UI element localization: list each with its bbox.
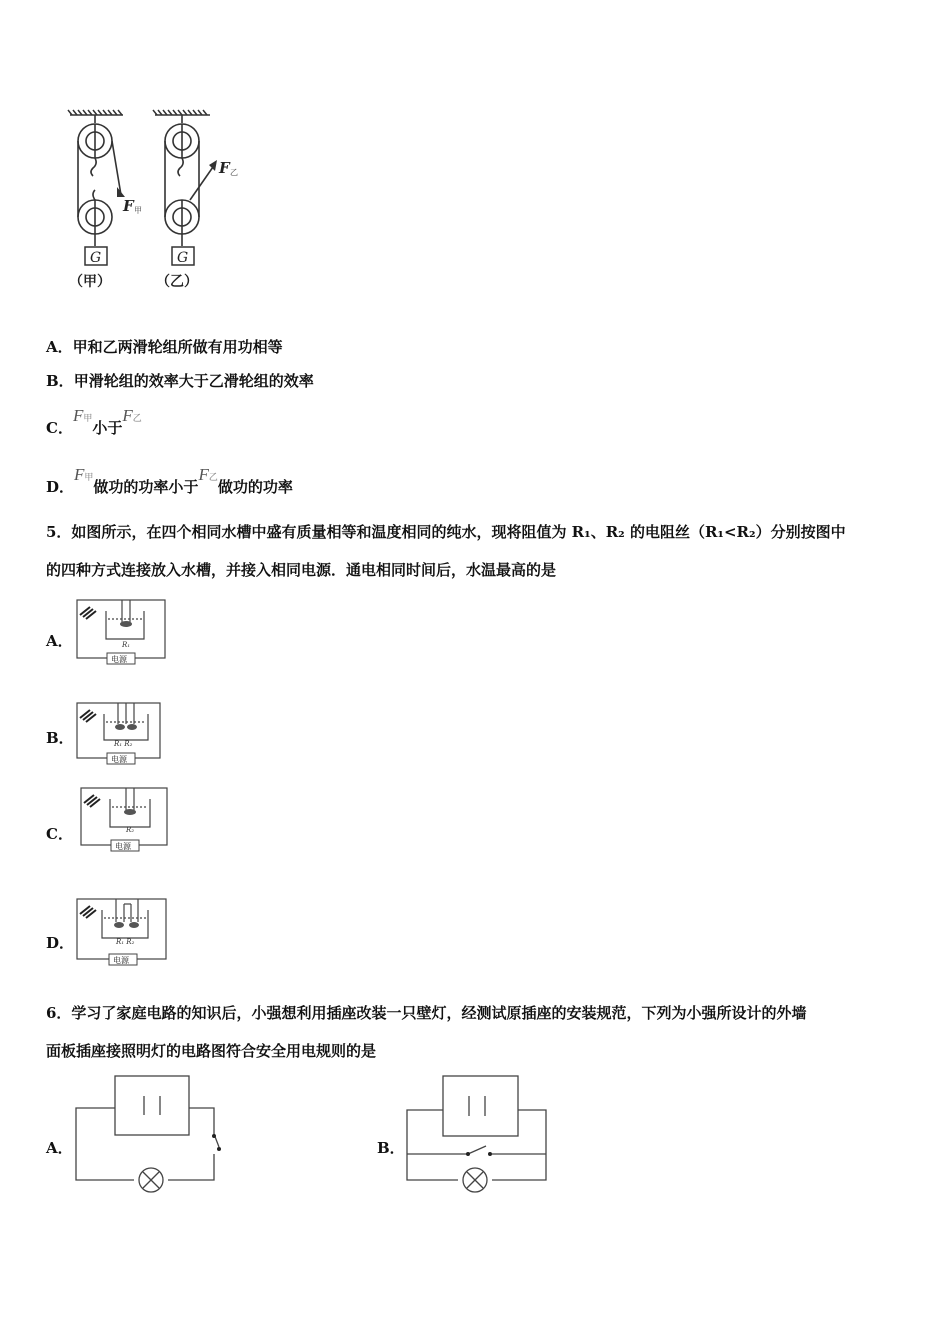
q5-option-a-letter[interactable]: A． <box>46 632 73 650</box>
label-f-yi-sub: 乙 <box>230 168 238 177</box>
q5-option-a-source: 电源 <box>111 655 127 664</box>
q6-stem-line2: 面板插座接照明灯的电路图符合安全用电规则的是 <box>46 1042 377 1060</box>
q6-option-a-letter[interactable]: A． <box>46 1139 73 1157</box>
q4-option-d-f1: F <box>74 465 85 484</box>
q5-stem-line1: 5．如图所示，在四个相同水槽中盛有质量相等和温度相同的纯水，现将阻值为 R₁、R₂ 的电阻丝（R₁<R₂）分别按图中 <box>46 523 846 541</box>
q4-option-b-text: 甲滑轮组的效率大于乙滑轮组的效率 <box>73 372 314 390</box>
q5-option-a-resistors: R₁ <box>122 641 131 649</box>
q4-option-d[interactable] <box>46 464 293 496</box>
pulley-system-yi <box>165 115 213 246</box>
q4-option-a-letter: A． <box>46 338 73 356</box>
q4-option-c-mid: 小于 <box>92 419 123 437</box>
q5-option-c-resistors: R₂ <box>126 826 135 834</box>
caption-jia: （甲） <box>69 274 111 290</box>
q5-circuit-d[interactable] <box>74 896 169 968</box>
q6-option-b-letter[interactable]: B． <box>377 1139 405 1157</box>
q4-option-c-f2: F <box>122 406 133 425</box>
q5-option-c-letter[interactable]: C． <box>46 825 73 843</box>
q5-option-b-letter[interactable]: B． <box>46 729 74 747</box>
q4-option-c-f1: F <box>72 406 84 425</box>
q4-option-d-f2: F <box>198 465 209 484</box>
q4-option-d-tail: 做功的功率 <box>217 478 293 496</box>
q4-option-a[interactable] <box>46 336 283 357</box>
q5-circuit-c[interactable] <box>78 785 173 853</box>
q4-option-c-f1-sub: 甲 <box>83 414 93 424</box>
q4-option-d-letter: D． <box>46 478 75 496</box>
ceiling-left <box>68 110 123 115</box>
q4-option-d-f2-sub: 乙 <box>208 473 218 483</box>
q4-option-b[interactable] <box>46 370 314 391</box>
resistor-coil <box>120 621 132 627</box>
ceiling-right <box>153 110 210 115</box>
q5-option-d-letter[interactable]: D． <box>46 934 75 952</box>
q5-circuit-a[interactable] <box>74 597 169 665</box>
caption-yi: （乙） <box>156 274 198 290</box>
q5-option-d-source: 电源 <box>113 956 129 965</box>
q5-stem <box>46 513 906 589</box>
q6-circuit-b[interactable] <box>404 1072 564 1197</box>
q6-circuit-a[interactable] <box>72 1072 232 1197</box>
label-f-jia: F <box>123 197 134 215</box>
q4-option-c-letter: C． <box>46 419 73 437</box>
weight-label-jia: G <box>90 250 102 266</box>
q5-option-b-source: 电源 <box>111 755 127 764</box>
q4-option-c[interactable] <box>46 405 142 437</box>
pulley-system-jia <box>78 115 121 246</box>
label-f-yi: F <box>219 159 230 177</box>
q4-option-c-f2-sub: 乙 <box>132 414 142 424</box>
q5-option-c-source: 电源 <box>115 842 131 851</box>
q4-option-a-text: 甲和乙两滑轮组所做有用功相等 <box>72 338 283 356</box>
weight-label-yi: G <box>177 250 189 266</box>
q5-option-d-resistors: R₁ R₂ <box>116 938 135 946</box>
label-f-jia-sub: 甲 <box>134 206 142 215</box>
arrow-f-jia <box>117 187 125 197</box>
q5-option-b-resistors: R₁ R₂ <box>114 740 133 748</box>
q6-stem-line1: 6．学习了家庭电路的知识后，小强想利用插座改装一只壁灯，经测试原插座的安装规范，下列为小强所设计的外墙 <box>46 1004 807 1022</box>
q4-option-b-letter: B． <box>46 372 74 390</box>
q4-option-d-f1-sub: 甲 <box>84 473 94 483</box>
arrow-f-yi <box>209 160 217 171</box>
q4-option-d-mid: 做功的功率小于 <box>93 478 199 496</box>
pulley-figure <box>55 105 255 305</box>
q6-stem <box>46 994 906 1070</box>
q5-stem-line2: 的四种方式连接放入水槽，并接入相同电源．通电相同时间后，水温最高的是 <box>46 561 557 579</box>
q5-circuit-b[interactable] <box>74 700 169 768</box>
